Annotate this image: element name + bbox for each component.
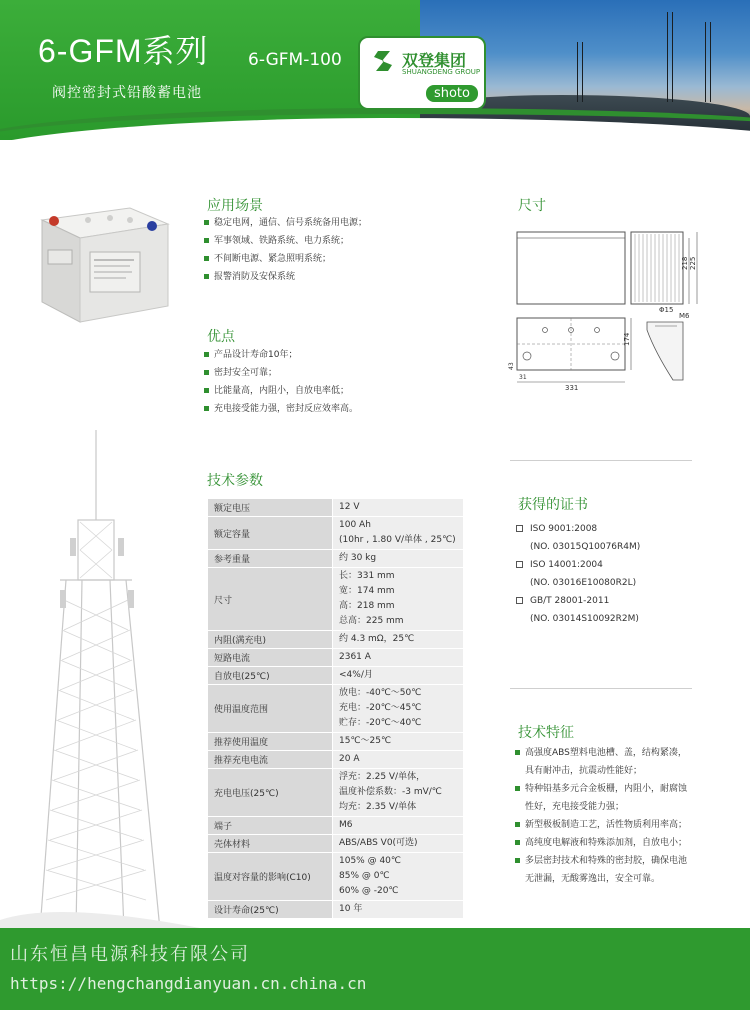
logo-brand: shoto xyxy=(426,85,478,102)
list-item: 稳定电网，通信、信号系统备用电源； xyxy=(204,214,367,232)
table-row: 短路电流 2361 A xyxy=(208,649,464,667)
table-row: 温度对容量的影响(C10) 105% @ 40℃ 85% @ 0℃ 60% @ -20℃ xyxy=(208,853,464,901)
bullet-icon xyxy=(204,220,209,225)
svg-text:225: 225 xyxy=(689,256,697,270)
list-item: (NO. 03015Q10076R4M) xyxy=(530,542,641,552)
svg-text:331: 331 xyxy=(565,384,579,392)
list-item: 军事领域、铁路系统、电力系统； xyxy=(204,232,367,250)
bullet-icon xyxy=(204,352,209,357)
model-number: 6-GFM-100 xyxy=(248,50,342,70)
table-row: 充电电压(25℃) 浮充：2.25 V/单体， 温度补偿系数：-3 mV/℃ 均充：2.35 V/单体 xyxy=(208,769,464,817)
bullet-icon xyxy=(204,256,209,261)
bullet-icon xyxy=(515,786,520,791)
list-item: ISO 9001:2008 xyxy=(516,520,640,538)
bullet-icon xyxy=(515,840,520,845)
spec-table xyxy=(207,498,464,919)
list-item: (NO. 03014S10092R2M) xyxy=(530,614,639,624)
checkbox-icon xyxy=(516,561,523,568)
advantages-list xyxy=(204,346,358,418)
list-item: ISO 14001:2004 xyxy=(516,556,640,574)
bullet-icon xyxy=(515,822,520,827)
mast-2 xyxy=(667,12,673,102)
list-item: 高纯度电解液和特殊添加剂，自放电小； xyxy=(515,834,725,852)
svg-text:M6: M6 xyxy=(679,312,690,320)
list-item: 多层密封技术和特殊的密封胶，确保电池 无泄漏，无酸雾逸出，安全可靠。 xyxy=(515,852,725,888)
logo-en-text: SHUANGDENG GROUP xyxy=(402,68,481,76)
checkbox-icon xyxy=(516,597,523,604)
dimensions-title: 尺寸 xyxy=(518,198,546,214)
table-row: 使用温度范围 放电：-40℃～50℃ 充电：-20℃～45℃ 贮存：-20℃～40℃ xyxy=(208,685,464,733)
table-row: 设计寿命(25℃) 10 年 xyxy=(208,901,464,919)
table-row: 内阻(满充电) 约 4.3 mΩ，25℃ xyxy=(208,631,464,649)
divider xyxy=(510,688,692,689)
svg-text:Φ15: Φ15 xyxy=(659,306,674,314)
logo-cn-text: 双登集团 xyxy=(402,51,467,70)
applications-title: 应用场景 xyxy=(207,198,263,214)
list-item: 密封安全可靠； xyxy=(204,364,358,382)
svg-text:218: 218 xyxy=(681,256,689,270)
svg-text:43: 43 xyxy=(508,362,515,370)
table-row: 端子 M6 xyxy=(208,817,464,835)
bullet-icon xyxy=(515,858,520,863)
list-item: 比能量高，内阻小，自放电率低； xyxy=(204,382,358,400)
bullet-icon xyxy=(515,750,520,755)
table-row: 额定电压 12 V xyxy=(208,499,464,517)
company-logo xyxy=(358,36,486,110)
table-row: 参考重量 约 30 kg xyxy=(208,550,464,568)
list-item: 产品设计寿命10年； xyxy=(204,346,358,364)
bullet-icon xyxy=(204,388,209,393)
list-item: 不间断电源、紧急照明系统； xyxy=(204,250,367,268)
list-item: 充电接受能力强，密封反应效率高。 xyxy=(204,400,358,418)
table-row: 自放电(25℃) <4%/月 xyxy=(208,667,464,685)
bullet-icon xyxy=(204,406,209,411)
list-item: GB/T 28001-2011 xyxy=(516,592,640,610)
list-item: 新型极板制造工艺，活性物质利用率高； xyxy=(515,816,725,834)
certificate-list xyxy=(516,520,640,628)
checkbox-icon xyxy=(516,525,523,532)
product-subtitle: 阀控密封式铅酸蓄电池 xyxy=(52,85,202,101)
bullet-icon xyxy=(204,238,209,243)
bullet-icon xyxy=(204,274,209,279)
svg-text:174: 174 xyxy=(623,332,631,346)
svg-text:31: 31 xyxy=(519,374,527,381)
bullet-icon xyxy=(204,370,209,375)
advantages-title: 优点 xyxy=(207,329,235,345)
table-row: 尺寸 长：331 mm 宽：174 mm 高：218 mm 总高：225 mm xyxy=(208,568,464,631)
list-item: 特种铅基多元合金板栅，内阻小，耐腐蚀 性好，充电接受能力强； xyxy=(515,780,725,816)
features-title: 技术特征 xyxy=(518,725,574,741)
divider xyxy=(510,460,692,461)
list-item: 报警消防及安保系统 xyxy=(204,268,367,286)
page-title: 6-GFM系列 xyxy=(38,33,209,69)
logo-s-icon xyxy=(370,48,396,74)
footer-band xyxy=(0,928,750,1010)
mast-1 xyxy=(577,42,583,102)
company-name: 山东恒昌电源科技有限公司 xyxy=(10,944,250,965)
mast-3 xyxy=(705,22,711,102)
specs-title: 技术参数 xyxy=(207,473,263,489)
certs-title: 获得的证书 xyxy=(518,497,588,513)
list-item: 高强度ABS塑料电池槽、盖，结构紧凑， 具有耐冲击，抗震动性能好； xyxy=(515,744,725,780)
table-row: 推荐充电电流 20 A xyxy=(208,751,464,769)
company-url: https://hengchangdianyuan.cn.china.cn xyxy=(10,974,367,993)
tower-illustration xyxy=(0,430,210,950)
applications-list xyxy=(204,214,367,286)
dimension-drawing xyxy=(505,222,705,392)
features-list xyxy=(515,744,725,888)
table-row: 额定容量 100 Ah (10hr , 1.80 V/单体 , 25℃) xyxy=(208,517,464,550)
battery-photo xyxy=(30,190,172,330)
table-row: 壳体材料 ABS/ABS V0(可选) xyxy=(208,835,464,853)
list-item: (NO. 03016E10080R2L) xyxy=(530,578,637,588)
table-row: 推荐使用温度 15℃～25℃ xyxy=(208,733,464,751)
